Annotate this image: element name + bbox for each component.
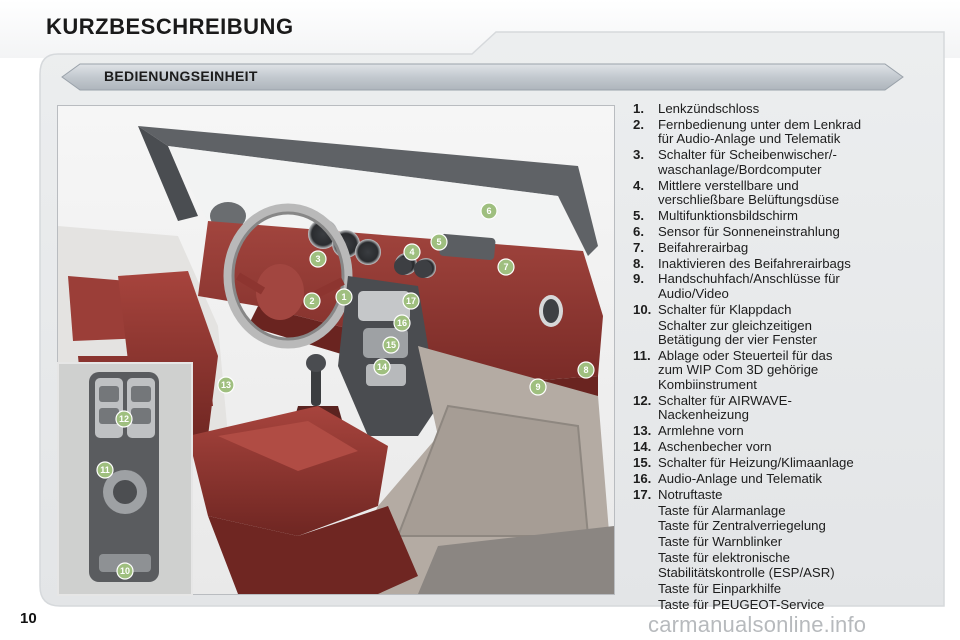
legend-item bbox=[633, 241, 923, 255]
svg-text:11: 11 bbox=[100, 465, 110, 475]
legend-line: Lenkzündschloss bbox=[658, 101, 760, 116]
legend-number: 2. bbox=[633, 116, 644, 132]
legend-number: 1. bbox=[633, 101, 644, 116]
legend-number: 14. bbox=[633, 438, 652, 454]
legend-number: 12. bbox=[633, 392, 652, 408]
legend-line: Audio-Anlage und Telematik bbox=[658, 470, 822, 486]
legend-line: Inaktivieren des Beifahrerairbags bbox=[658, 255, 851, 271]
callout-4 bbox=[404, 244, 420, 260]
legend-line: Taste für Alarmanlage bbox=[658, 502, 786, 518]
legend-number: 15. bbox=[633, 454, 652, 470]
legend-number: 4. bbox=[633, 177, 644, 193]
legend-line: Aschenbecher vorn bbox=[658, 438, 772, 454]
legend-line: Schalter zur gleichzeitigen bbox=[658, 317, 812, 333]
legend-line: für Audio-Anlage und Telematik bbox=[658, 131, 841, 147]
legend-line: Fernbedienung unter dem Lenkrad bbox=[658, 116, 862, 132]
callout-5 bbox=[431, 234, 447, 250]
svg-text:4: 4 bbox=[409, 247, 415, 257]
door-switch-inset bbox=[57, 362, 193, 596]
page-title: KURZBESCHREIBUNG bbox=[46, 14, 294, 39]
svg-text:15: 15 bbox=[385, 340, 397, 350]
legend-line: Notruftaste bbox=[658, 486, 723, 502]
legend-line: Armlehne vorn bbox=[658, 423, 744, 439]
callout-14 bbox=[374, 359, 390, 375]
legend-line: Taste für Zentralverriegelung bbox=[658, 518, 826, 534]
callout-15 bbox=[383, 337, 399, 353]
legend-line: Taste für Einparkhilfe bbox=[658, 580, 782, 596]
legend-subitem bbox=[633, 598, 923, 612]
legend-line: Taste für Warnblinker bbox=[658, 534, 783, 550]
callout-7 bbox=[498, 259, 514, 275]
page-number: 10 bbox=[20, 610, 37, 627]
legend-item bbox=[633, 303, 923, 317]
legend-subitem bbox=[633, 319, 923, 348]
legend-text bbox=[658, 303, 923, 317]
svg-text:7: 7 bbox=[503, 262, 509, 272]
callout-16 bbox=[394, 315, 410, 331]
legend-text bbox=[658, 241, 923, 255]
legend-item bbox=[633, 394, 923, 423]
legend-item bbox=[633, 179, 923, 208]
svg-text:2: 2 bbox=[309, 296, 315, 306]
legend-item bbox=[633, 349, 923, 392]
callout-17 bbox=[403, 293, 419, 309]
legend-item bbox=[633, 102, 923, 116]
legend-number: 8. bbox=[633, 255, 644, 271]
legend-text bbox=[658, 179, 923, 208]
legend-line: Schalter für Klappdach bbox=[658, 301, 792, 317]
legend-number: 9. bbox=[633, 271, 644, 287]
legend-number: 10. bbox=[633, 301, 652, 317]
legend-text bbox=[658, 225, 923, 239]
svg-text:3: 3 bbox=[315, 254, 321, 264]
svg-text:6: 6 bbox=[486, 206, 492, 216]
legend-line: Ablage oder Steuerteil für das bbox=[658, 348, 833, 363]
legend-text bbox=[658, 257, 923, 271]
legend-item bbox=[633, 209, 923, 223]
section-title: BEDIENUNGSEINHEIT bbox=[104, 68, 258, 84]
callout-13 bbox=[218, 377, 234, 393]
legend-item bbox=[633, 424, 923, 438]
svg-text:16: 16 bbox=[396, 318, 408, 328]
callout-6 bbox=[481, 203, 497, 219]
legend-text bbox=[658, 102, 923, 116]
legend-item bbox=[633, 272, 923, 301]
legend-text bbox=[658, 488, 923, 502]
svg-text:17: 17 bbox=[405, 296, 417, 306]
legend-number: 16. bbox=[633, 470, 652, 486]
legend-number: 11. bbox=[633, 348, 651, 363]
legend-text bbox=[658, 472, 923, 486]
callout-3 bbox=[310, 251, 326, 267]
legend-line: Mittlere verstellbare und bbox=[658, 177, 799, 193]
svg-text:5: 5 bbox=[436, 237, 442, 247]
legend-line: Handschuhfach/Anschlüsse für bbox=[658, 271, 840, 287]
legend-number: 17. bbox=[633, 486, 652, 502]
legend-line: verschließbare Belüftungsdüse bbox=[658, 191, 840, 207]
legend-line: Schalter für AIRWAVE- bbox=[658, 392, 792, 408]
legend-subitem bbox=[633, 535, 923, 549]
legend-item bbox=[633, 257, 923, 271]
svg-text:1: 1 bbox=[341, 292, 347, 302]
legend-line: Multifunktionsbildschirm bbox=[658, 207, 798, 223]
legend-number: 7. bbox=[633, 239, 644, 255]
svg-text:8: 8 bbox=[583, 365, 589, 375]
legend-item bbox=[633, 148, 923, 177]
legend-text bbox=[658, 424, 923, 438]
legend-text bbox=[658, 440, 923, 454]
legend-line: Schalter für Heizung/Klimaanlage bbox=[658, 454, 854, 470]
legend-text bbox=[658, 148, 923, 177]
legend-line: Taste für elektronische bbox=[658, 550, 790, 566]
svg-text:13: 13 bbox=[220, 380, 232, 390]
legend-item bbox=[633, 225, 923, 239]
callout-11 bbox=[97, 462, 113, 478]
legend-line: Sensor für Sonneneinstrahlung bbox=[658, 223, 840, 239]
legend-line: zum WIP Com 3D gehörige bbox=[658, 362, 819, 378]
legend-text bbox=[658, 394, 923, 423]
callout-8 bbox=[578, 362, 594, 378]
legend-item bbox=[633, 488, 923, 502]
legend-subitem bbox=[633, 504, 923, 518]
legend-list bbox=[633, 102, 923, 613]
legend-line: Taste für PEUGEOT-Service bbox=[658, 596, 825, 612]
legend-text bbox=[658, 118, 923, 147]
legend-line: Stabilitätskontrolle (ESP/ASR) bbox=[658, 564, 835, 580]
legend-number: 5. bbox=[633, 207, 644, 223]
callout-10 bbox=[117, 563, 133, 579]
legend-item bbox=[633, 456, 923, 470]
legend-line: waschanlage/Bordcomputer bbox=[658, 161, 822, 177]
svg-text:10: 10 bbox=[119, 566, 131, 576]
legend-item bbox=[633, 472, 923, 486]
legend-subitem bbox=[633, 519, 923, 533]
legend-line: Betätigung der vier Fenster bbox=[658, 332, 818, 348]
legend-item bbox=[633, 440, 923, 454]
svg-text:14: 14 bbox=[376, 362, 388, 372]
callout-1 bbox=[336, 289, 352, 305]
legend-number: 3. bbox=[633, 147, 644, 163]
callout-12 bbox=[116, 411, 132, 427]
svg-text:12: 12 bbox=[118, 414, 130, 424]
legend-text bbox=[658, 456, 923, 470]
legend-line: Audio/Video bbox=[658, 285, 729, 301]
door-switch-illustration bbox=[59, 364, 191, 594]
watermark: carmanualsonline.info bbox=[648, 612, 867, 637]
callout-9 bbox=[530, 379, 546, 395]
legend-line: Kombiinstrument bbox=[658, 376, 757, 392]
svg-text:9: 9 bbox=[535, 382, 541, 392]
callout-2 bbox=[304, 293, 320, 309]
legend-line: Beifahrerairbag bbox=[658, 239, 749, 255]
legend-subitem bbox=[633, 551, 923, 580]
legend-line: Nackenheizung bbox=[658, 407, 749, 423]
legend-subitem bbox=[633, 582, 923, 596]
legend-line: Schalter für Scheibenwischer/- bbox=[658, 147, 837, 163]
legend-text bbox=[658, 349, 923, 392]
legend-item bbox=[633, 118, 923, 147]
legend-text bbox=[658, 209, 923, 223]
legend-number: 6. bbox=[633, 223, 644, 239]
legend-number: 13. bbox=[633, 423, 652, 439]
legend-text bbox=[658, 272, 923, 301]
